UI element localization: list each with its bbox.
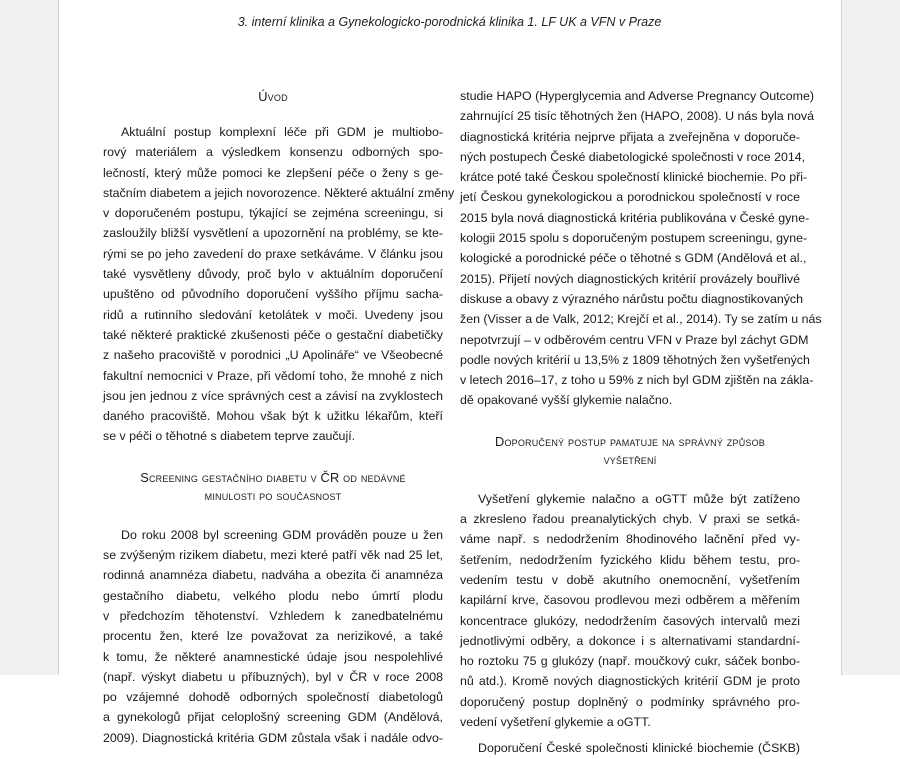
text-line: lečností, který může pomoci ke zlepšení péče o ženy s ge- xyxy=(103,165,443,180)
text-line: v předchozím těhotenství. Vzhledem k zanedbatelnému xyxy=(103,608,443,623)
text-line: také vysvětleny důvody, proč bylo v aktuálním doporučení xyxy=(103,267,443,282)
text-line: rými se po jeho zavedení do praxe setkáváme. V článku jsou xyxy=(103,246,443,261)
text-line: gestačního diabetu, velkého plodu nebo úmrtí plodu xyxy=(103,588,443,603)
text-line: dě opakované vyšší glykemie nalačno. xyxy=(460,393,673,408)
text-line: jetí Českou gynekologickou a porodnickou společností v roce xyxy=(460,190,800,205)
text-line: a gynekologů přijat celoplošný screening GDM (Andělová, xyxy=(103,710,443,725)
text-line: se v péči o těhotné s diabetem teprve zaučují. xyxy=(103,429,356,444)
text-line: Doporučení České společnosti klinické biochemie (ČSKB) xyxy=(478,741,800,756)
heading-line-2: minulosti po současnost xyxy=(204,487,342,503)
text-line: jednotlivými odběry, a dokonce i s alternativami standardní- xyxy=(460,633,800,648)
text-line: vedením testu v době akutního onemocnění, vyšetřením xyxy=(460,572,800,587)
text-line: Do roku 2008 byl screening GDM prováděn pouze u žen xyxy=(121,527,443,542)
text-line: podle nových kritérií u 13,5% z 1809 těhotných žen vyšetřených xyxy=(460,352,810,367)
running-head: 3. interní klinika a Gynekologicko-porodnická klinika 1. LF UK a VFN v Praze xyxy=(237,15,662,29)
text-line: kologii 2015 spolu s doporučeným postupem screeningu, gyne- xyxy=(460,231,808,246)
text-line: ných postupech České diabetologické společnosti v roce 2014, xyxy=(460,149,806,164)
paragraph-cskb xyxy=(460,738,800,758)
text-line: diagnostická kritéria nejprve přijata a zveřejněna v doporuče- xyxy=(460,129,800,144)
page-edge-left xyxy=(58,0,59,675)
right-column xyxy=(460,82,822,759)
text-line: doporučený postup doplněný o podmínky správného pro- xyxy=(460,694,800,709)
paragraph-uvod xyxy=(103,122,455,447)
text-line: ridů a rutinního sledování ketolátek v moči. Uvedeny jsou xyxy=(103,307,443,322)
text-line: nepotvrzují – v odběrovém centru VFN v Praze byl záchyt GDM xyxy=(460,332,809,347)
paragraph-hapo xyxy=(460,86,822,411)
text-line: kapilární krve, časovou prodlevou mezi odběrem a měřením xyxy=(460,593,800,608)
text-line: krátce poté také Českou společností klinické biochemie. Po při- xyxy=(460,170,808,185)
text-line: (např. výskyt diabetu u příbuzných), byl v ČR v roce 2008 xyxy=(103,669,443,684)
text-line: upuštěno od původního doporučení vyššího příjmu sacha- xyxy=(103,287,443,302)
text-line: diskuse a obavy z výrazného nárůstu počtu diagnostikovaných xyxy=(460,291,804,306)
section-heading-postup xyxy=(460,433,800,469)
text-line: zahrnující 25 tisíc těhotných žen (HAPO, 2008). U nás byla nová xyxy=(460,109,815,124)
text-line: stačním diabetem a jejich novorozence. Některé aktuální změny xyxy=(103,185,455,200)
text-line: z našeho pracoviště v porodnici „U Apolináře“ ve Všeobecné xyxy=(103,348,443,363)
text-line: po vzájemné dohodě odborných společností diabetologů xyxy=(103,690,443,705)
text-line: váme např. s nedodržením 8hodinového lačnění před vy- xyxy=(460,532,800,547)
paragraph-vysetreni xyxy=(460,489,800,733)
text-line: se zvýšeným rizikem diabetu, mezi které patří věk nad 25 let, xyxy=(103,548,443,563)
heading-line-1: Screening gestačního diabetu v ČR od nedávné xyxy=(140,469,406,485)
text-line: kologické a porodnické péče o těhotné s GDM (Andělová et al., xyxy=(460,251,807,266)
text-line: v doporučeném postupu, týkající se zejména screeningu, si xyxy=(103,206,443,221)
section-heading-screening xyxy=(103,469,443,505)
text-line: zasloužily bližší vysvětlení a upozornění na problémy, se kte- xyxy=(103,226,443,241)
left-column xyxy=(103,82,455,748)
left-margin-frame xyxy=(0,0,58,675)
text-line: rový materiálem a výsledkem konsenzu odborných spo- xyxy=(103,145,443,160)
text-line: v letech 2016–17, z toho u 59% z nich byl GDM zjištěn na zákla- xyxy=(460,373,814,388)
section-heading-uvod: Úvod xyxy=(258,89,288,104)
text-line: 2015 byla nová diagnostická kritéria publikována v České gyne- xyxy=(460,210,810,225)
text-line: fakultní nemocnici v Praze, při vědomí toho, že mnohé z nich xyxy=(103,368,443,383)
heading-line-1: Doporučený postup pamatuje na správný způsob xyxy=(494,433,766,449)
text-line: 2015). Přijetí nových diagnostických kritérií provázely bouřlivé xyxy=(460,271,800,286)
text-line: jsou jen jednou z více správných cest a závisí na zvyklostech xyxy=(103,388,443,403)
text-line: vedení vyšetření glykemie a oGTT. xyxy=(460,715,651,730)
text-line: 2009). Diagnostická kritéria GDM zůstala však i nadále odvo- xyxy=(103,730,443,745)
text-line: nů atd.). Kromě nových diagnostických kritérií GDM je proto xyxy=(460,674,800,689)
text-line: studie HAPO (Hyperglycemia and Adverse Pregnancy Outcome) xyxy=(460,89,814,103)
text-line: procentu žen, které lze považovat za nerizikové, a také xyxy=(103,629,443,644)
text-line: ho roztoku 75 g glukózy (např. moučkový cukr, sáček bonbo- xyxy=(460,654,800,669)
text-line: Vyšetření glykemie nalačno a oGTT může být zatíženo xyxy=(478,491,800,506)
text-line: žen (Visser a de Valk, 2012; Krejčí et al., 2014). Ty se zatím u nás xyxy=(460,312,822,327)
text-line: daného pracoviště. Mohou však být k užitku lékařům, kteří xyxy=(103,409,443,424)
page-edge-right xyxy=(841,0,842,675)
text-line: také některé praktické zkušenosti péče o gestační diabetičky xyxy=(103,327,443,342)
text-line: k tomu, že některé anamnestické údaje jsou nespolehlivé xyxy=(103,649,443,664)
text-line: šetřením, nedodržením fyzického klidu během testu, pro- xyxy=(460,552,800,567)
text-line: koncentrace glukózy, nedodržením časových intervalů mezi xyxy=(460,613,800,628)
paragraph-screening xyxy=(103,525,443,748)
right-margin-frame xyxy=(842,0,900,675)
text-line: rodinná anamnéza diabetu, nadváha a obezita či anamnéza xyxy=(103,568,443,583)
text-line: Aktuální postup komplexní léče při GDM je multiobo- xyxy=(121,125,443,139)
heading-line-2: vyšetření xyxy=(603,451,657,467)
text-line: a zkresleno řadou preanalytických chyb. V praxi se setká- xyxy=(460,512,800,527)
